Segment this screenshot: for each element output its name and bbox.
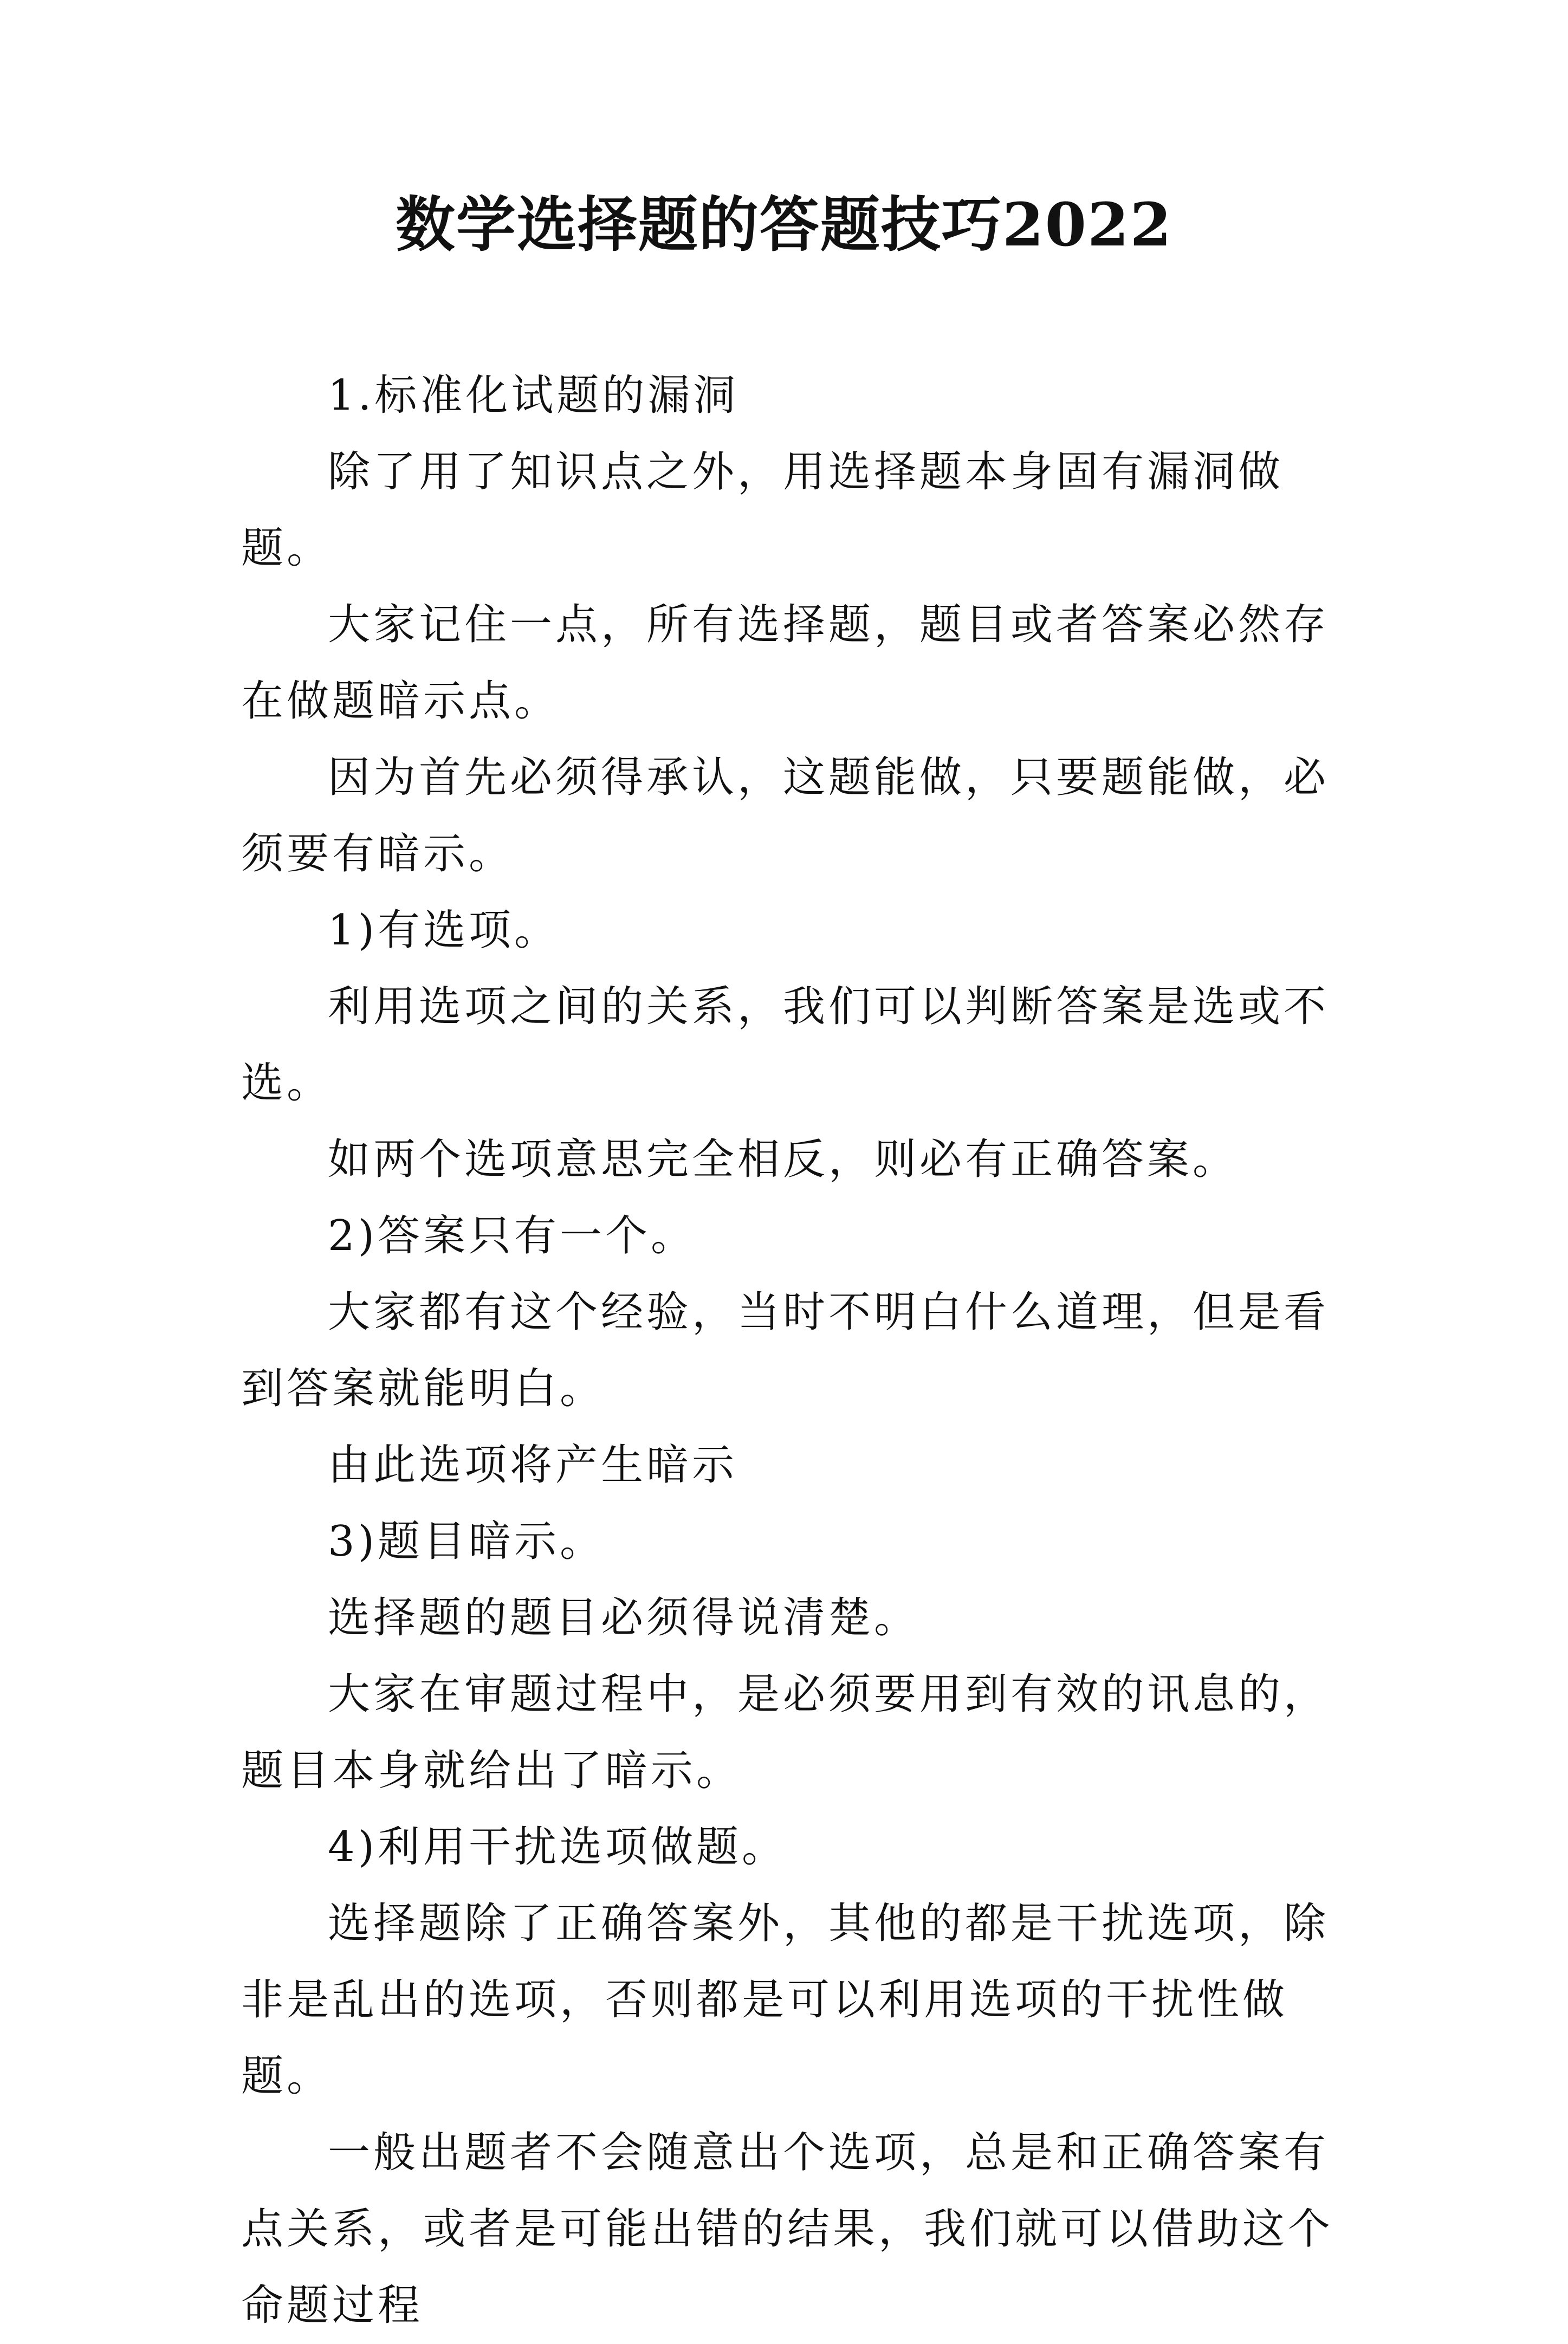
- paragraph: 利用选项之间的关系，我们可以判断答案是选或不选。: [241, 982, 1330, 1108]
- paragraph: 3)题目暗示。: [328, 1517, 606, 1566]
- paragraph: 4)利用干扰选项做题。: [328, 1823, 788, 1872]
- paragraph: 1)有选项。: [328, 906, 560, 955]
- paragraph: 大家在审题过程中，是必须要用到有效的讯息的，题目本身就给出了暗示。: [241, 1670, 1330, 1795]
- paragraph: 大家记住一点，所有选择题，题目或者答案必然存在做题暗示点。: [241, 600, 1330, 726]
- paragraph: 选择题的题目必须得说清楚。: [328, 1594, 920, 1642]
- page-title: 数学选择题的答题技巧2022: [395, 190, 1173, 260]
- paragraph: 一般出题者不会随意出个选项，总是和正确答案有点关系，或者是可能出错的结果，我们就可以借助这个命题过程: [241, 2128, 1334, 2330]
- paragraph: 1.标准化试题的漏洞: [328, 371, 739, 420]
- paragraph: 2)答案只有一个。: [328, 1212, 697, 1260]
- paragraph: 除了用了知识点之外，用选择题本身固有漏洞做题。: [241, 448, 1284, 573]
- paragraph: 选择题除了正确答案外，其他的都是干扰选项，除非是乱出的选项，否则都是可以利用选项的干扰性做题。: [241, 1899, 1330, 2101]
- paragraph: 如两个选项意思完全相反，则必有正确答案。: [328, 1135, 1239, 1184]
- paragraph: 由此选项将产生暗示: [328, 1441, 738, 1490]
- paragraph: 因为首先必须得承认，这题能做，只要题能做，必须要有暗示。: [241, 753, 1330, 878]
- paragraph: 大家都有这个经验，当时不明白什么道理，但是看到答案就能明白。: [241, 1288, 1330, 1413]
- document-body: [241, 358, 1341, 2344]
